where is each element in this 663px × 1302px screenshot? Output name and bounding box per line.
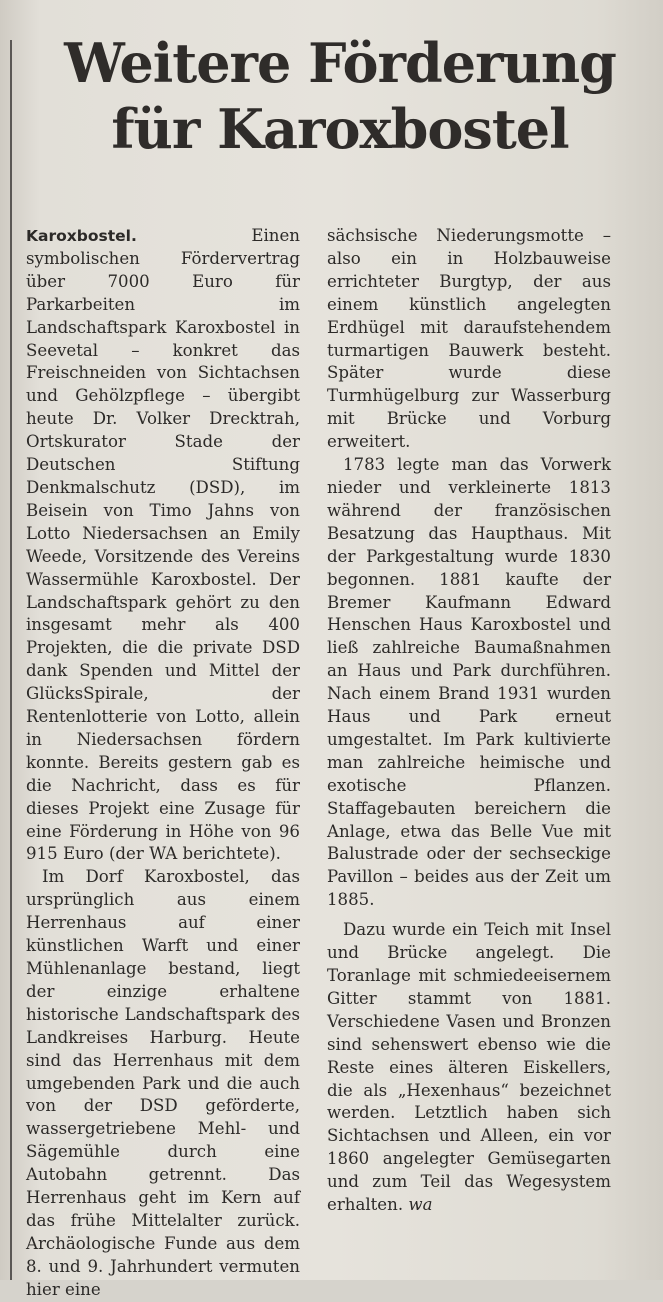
paragraph-4: 1783 legte man das Vorwerk nieder und verkleinerte 1813 während der französischen Besatzung das Haupthaus. Mit der Parkgestaltung wurde 1830 begonnen. 1881 kaufte der Bremer Kaufmann Edward Henschen Haus Karoxbostel und ließ zahlreiche Baumaßnahmen an Haus und Park durchführen. Nach einem Brand 1931 wurden Haus und Park erneut umgestaltet. Im Park kultivierte man zahlreiche heimische und exotische Pflanzen. Staffagebauten bereichern die Anlage, etwa das Belle Vue mit Balustrade oder der sechseckige Pavillon – beides aus der Zeit um 1885. xyxy=(327,455,611,910)
article-column-left xyxy=(26,225,300,1302)
column-gutter xyxy=(314,225,315,1280)
paragraph-5 xyxy=(327,919,611,1217)
paragraph-3: sächsische Niederungsmotte – also ein in Holzbauweise errichteter Burgtyp, der aus einem künstlich angelegten Erdhügel mit daraufstehendem turmartigen Bauwerk besteht. Später wurde diese Turmhügelburg zur Wasserburg mit Brücke und Vorburg erweitert. xyxy=(327,226,611,452)
headline xyxy=(20,30,660,162)
headline-line-1: Weitere Förderung xyxy=(64,31,616,95)
paragraph-1 xyxy=(26,225,300,866)
article-column-right xyxy=(327,225,611,1217)
column-rule xyxy=(10,40,12,1280)
paragraph-5-text: Dazu wurde ein Teich mit Insel und Brücke angelegt. Die Toranlage mit schmiedeeisernem Gitter stammt von 1881. Verschiedene Vasen und Bronzen sind sehenswert ebenso wie die Reste eines älteren Eiskellers, die als „Hexenhaus“ bezeichnet werden. Letztlich haben sich Sichtachsen und Alleen, ein vor 1860 angelegter Gemüsegarten und zum Teil das Wegesystem erhalten. xyxy=(327,920,611,1215)
paragraph-2: Im Dorf Karoxbostel, das ursprünglich aus einem Herrenhaus auf einer künstlichen Warft und einer Mühlenanlage bestand, liegt der einzige erhaltene historische Landschaftspark des Landkreises Harburg. Heute sind das Herrenhaus mit dem umgebenden Park und die auch von der DSD geförderte, wassergetriebene Mehl- und Sägemühle durch eine Autobahn getrennt. Das Herrenhaus geht im Kern auf das frühe Mittelalter zurück. Archäologische Funde aus dem 8. und 9. Jahrhundert vermuten hier eine xyxy=(26,867,300,1299)
dateline: Karoxbostel. xyxy=(26,227,137,245)
author-signature: wa xyxy=(408,1195,433,1215)
paragraph-1-text: Einen symbolischen Fördervertrag über 7000 Euro für Parkarbeiten im Landschaftspark Karoxbostel in Seevetal – konkret das Freischneiden von Sichtachsen und Gehölzpflege – übergibt heute Dr. Volker Drecktrah, Ortskurator Stade der Deutschen Stiftung Denkmalschutz (DSD), im Beisein von Timo Jahns von Lotto Niedersachsen an Emily Weede, Vorsitzende des Vereins Wassermühle Karoxbostel. Der Landschaftspark gehört zu den insgesamt mehr als 400 Projekten, die die private DSD dank Spenden und Mittel der GlücksSpirale, der Rentenlotterie von Lotto, allein in Niedersachsen fördern konnte. Bereits gestern gab es die Nachricht, dass es für dieses Projekt eine Zusage für eine Förderung in Höhe von 96 915 Euro (der WA berichtete). xyxy=(26,226,300,864)
headline-line-2: für Karoxbostel xyxy=(111,97,569,161)
